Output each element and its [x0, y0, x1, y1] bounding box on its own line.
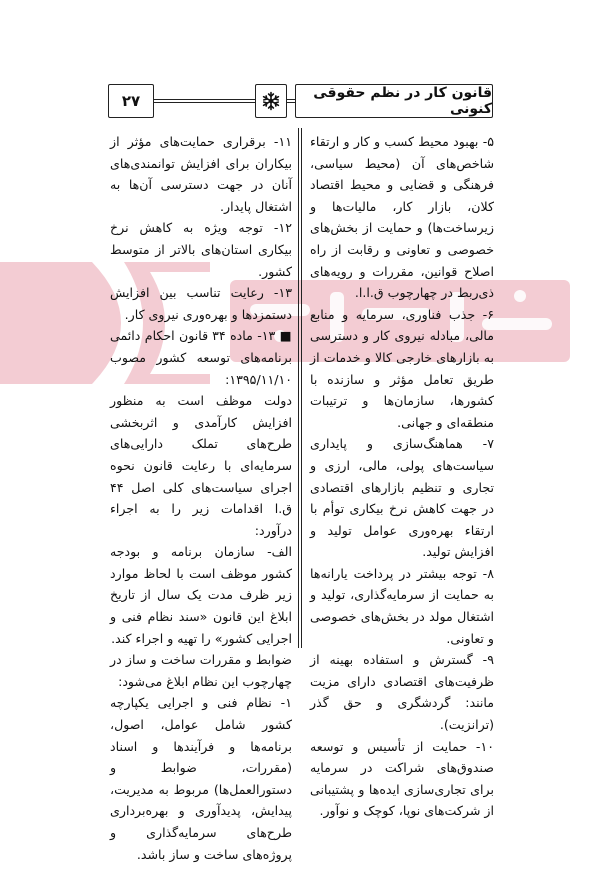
left-column: [110, 131, 292, 865]
running-title: قانون کار در نظم حقوقی کنونی: [295, 84, 493, 118]
column-divider: [298, 128, 299, 648]
paragraph-construction-rules: ضوابط و مقررات ساخت و ساز در چهارچوب این نظام ابلاغ می‌شود:: [110, 652, 292, 689]
paragraph-item-6: ۶- جذب فناوری، سرمایه و منابع مالی، مبادله نیروی کار و دسترسی به بازارهای خارجی کالا و خدمات از طریق تعامل مؤثر و سازنده با کشورها، سازمان‌ها و ترتیبات منطقه‌ای و جهانی.: [310, 306, 494, 430]
paragraph-item-11: ۱۱- برقراری حمایت‌های مؤثر از بیکاران برای افزایش توانمندی‌های آنان در جهت دسترسی آن‌ها به اشتغال پایدار.: [110, 134, 292, 214]
paragraph-item-7: ۷- هماهنگ‌سازی و پایداری سیاست‌های پولی، مالی، ارزی و تجاری و تنظیم بازارهای اقتصادی در جهت کاهش نرخ بیکاری توأم با ارتقاء بهره‌وری عوامل تولید و افزایش تولید.: [310, 436, 494, 560]
paragraph-item-13: ۱۳- رعایت تناسب بین افزایش دستمزدها و بهره‌وری نیروی کار.: [110, 285, 292, 322]
running-header: [108, 84, 493, 116]
right-column: [310, 131, 494, 822]
paragraph-item-5: ۵- بهبود محیط کسب و کار و ارتقاء شاخص‌های آن (محیط سیاسی، فرهنگی و قضایی و محیط اقتصاد کلان، بازار کار، مالیات‌ها و زیرساخت‌ها) و حمایت از بخش‌های خصوصی و تعاونی و رقابت از راه اصلاح قوانین، مقررات و رویه‌های ذی‌ربط در چهارچوب ق.ا.ا.: [310, 134, 494, 301]
section-heading-article-34: ■ ۱۳- ماده ۳۴ قانون احکام دائمی برنامه‌های توسعه کشور مصوب ۱۳۹۵/۱۱/۱۰:: [110, 328, 292, 387]
stylized-logo-watermark-icon: [0, 262, 600, 384]
paragraph-item-12: ۱۲- توجه ویژه به کاهش نرخ بیکاری استان‌های بالاتر از متوسط کشور.: [110, 220, 292, 279]
snowflake-ornament-icon: [255, 84, 287, 118]
paragraph-alef: الف- سازمان برنامه و بودجه کشور موظف است با لحاظ موارد زیر ظرف مدت یک سال از تاریخ ابلاغ این قانون «سند نظام فنی و اجرایی کشور» را تهیه و اجراء کند.: [110, 544, 292, 646]
paragraph-item-10: ۱۰- حمایت از تأسیس و توسعه صندوق‌های شراکت در سرمایه برای تجاری‌سازی ایده‌ها و پشتیبانی از شرکت‌های نوپا، کوچک و نوآور.: [310, 738, 494, 819]
paragraph-item-8: ۸- توجه بیشتر در پرداخت یارانه‌ها به حمایت از سرمایه‌گذاری، تولید و اشتغال مولد در بخش‌های خصوصی و تعاونی.: [310, 565, 494, 646]
page-number: ۲۷: [108, 84, 154, 118]
paragraph-government-duty: دولت موظف است به منظور افزایش کارآمدی و اثربخشی طرح‌های تملک دارایی‌های سرمایه‌ای با رعایت قانون نحوه اجرای سیاست‌های کلی اصل ۴۴ ق.ا اقدامات زیر را به اجراء درآورد:: [110, 393, 292, 538]
paragraph-item-9: ۹- گسترش و استفاده بهینه از ظرفیت‌های اقتصادی دارای مزیت مانند: گردشگری و حق گذر (ترانزیت).: [310, 652, 494, 733]
paragraph-sub-item-1: ۱- نظام فنی و اجرایی یکپارچه کشور شامل عوامل، اصول، برنامه‌ها و فرآیندها و اسناد (مقررات، ضوابط و دستورالعمل‌ها) مربوط به مدیریت، پیدایش، پدیدآوری و بهره‌برداری طرح‌های سرمایه‌گذاری و پروژه‌های ساخت و ساز باشد.: [110, 695, 292, 862]
